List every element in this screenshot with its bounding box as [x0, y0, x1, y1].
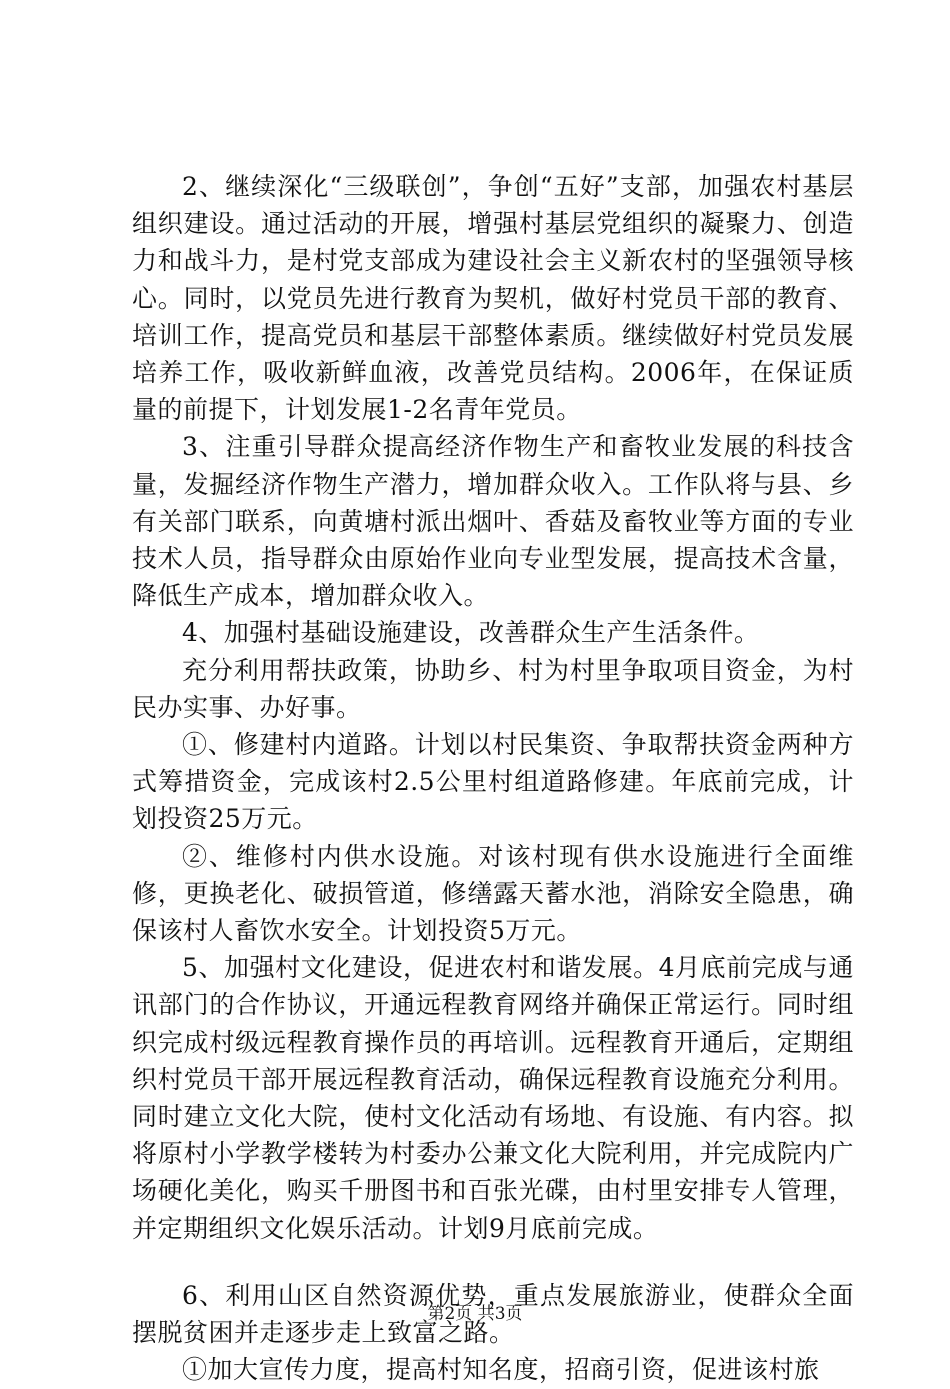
paragraph-funding: 充分利用帮扶政策，协助乡、村为村里争取项目资金，为村民办实事、办好事。: [132, 655, 854, 722]
paragraph-item-6: 6、利用山区自然资源优势，重点发展旅游业，使群众全面摆脱贫困并走逐步走上致富之路。: [132, 1280, 854, 1348]
paragraph-item-3: 3、注重引导群众提高经济作物生产和畜牧业发展的科技含量，发掘经济作物生产潜力，增加群众收入。工作队将与县、乡有关部门联系，向黄塘村派出烟叶、香菇及畜牧业等方面的专业技术人员，指导群众由原始作业向专业型发展，提高技术含量，降低生产成本，增加群众收入。: [132, 432, 854, 611]
paragraph-item-2: 2、继续深化“三级联创”，争创“五好”支部，加强农村基层组织建设。通过活动的开展，增强村基层党组织的凝聚力、创造力和战斗力，是村党支部成为建设社会主义新农村的坚强领导核心。同时，以党员先进行教育为契机，做好村党员干部的教育、培训工作，提高党员和基层干部整体素质。继续做好村党员发展培养工作，吸收新鲜血液，改善党员结构。2006年，在保证质量的前提下，计划发展1-2名青年党员。: [132, 172, 854, 425]
paragraph-water: ②、维修村内供水设施。对该村现有供水设施进行全面维修，更换老化、破损管道，修缮露天蓄水池，消除安全隐患，确保该村人畜饮水安全。计划投资5万元。: [132, 841, 854, 946]
paragraph-road: ①、修建村内道路。计划以村民集资、争取帮扶资金两种方式筹措资金，完成该村2.5公里村组道路修建。年底前完成，计划投资25万元。: [132, 730, 854, 834]
document-body: [132, 168, 854, 1389]
paragraph-item-5: 5、加强村文化建设，促进农村和谐发展。4月底前完成与通讯部门的合作协议，开通远程教育网络并确保正常运行。同时组织完成村级远程教育操作员的再培训。远程教育开通后，定期组织村党员干部开展远程教育活动，确保远程教育设施充分利用。同时建立文化大院，使村文化活动有场地、有设施、有内容。拟将原村小学教学楼转为村委办公兼文化大院利用，并完成院内广场硬化美化，购买千册图书和百张光碟，由村里安排专人管理，并定期组织文化娱乐活动。计划9月底前完成。: [132, 953, 854, 1243]
paragraph-tourism: ①加大宣传力度，提高村知名度，招商引资，促进该村旅: [182, 1355, 820, 1385]
page-footer: 第2页 共3页: [427, 1304, 523, 1324]
paragraph-item-4: 4、加强村基础设施建设，改善群众生产生活条件。: [182, 618, 760, 648]
